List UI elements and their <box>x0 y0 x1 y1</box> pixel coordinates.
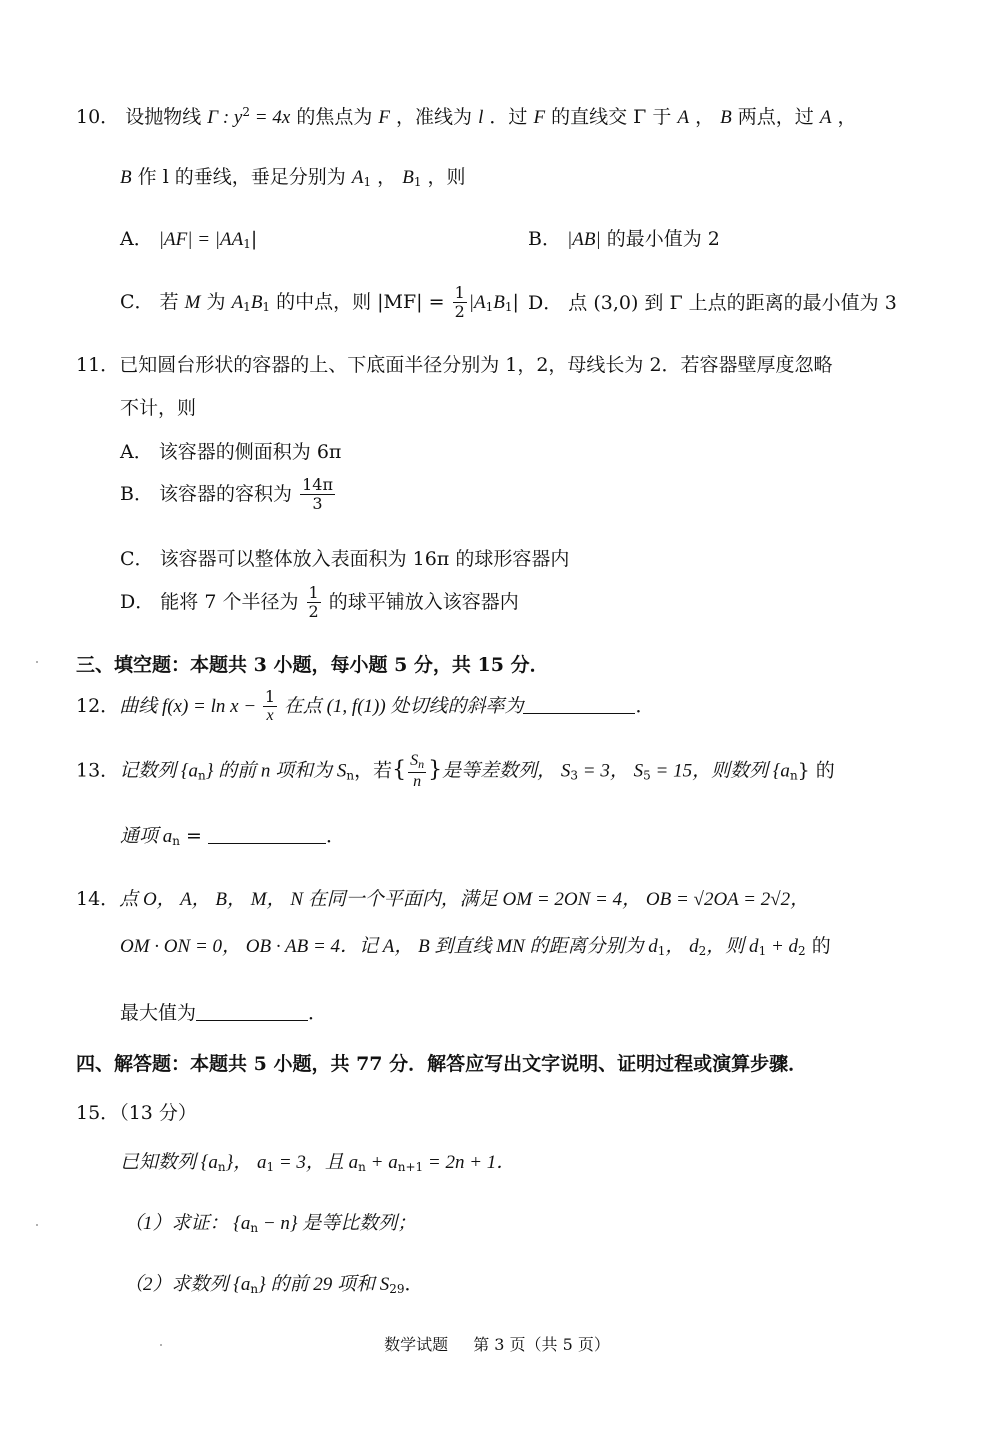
answer-blank <box>208 825 326 844</box>
q13-number: 13． <box>76 759 120 782</box>
q10-option-b: B． |AB| 的最小值为 2 <box>528 228 720 250</box>
fraction-1-over-x: $\frac{1}{x}$ <box>264 687 276 725</box>
q12-number: 12． <box>76 694 120 717</box>
scan-speck <box>160 1344 162 1346</box>
fraction-sn-over-n: $\frac{S_n}{n}$ <box>410 752 425 790</box>
q15-part1: （1）求证： $\{a_n - n\}$ 是等比数列； <box>124 1213 417 1235</box>
answer-blank <box>523 695 635 714</box>
section-4-heading: 四、解答题：本题共 5 小题，共 77 分．解答应写出文字说明、证明过程或演算步骤． <box>76 1053 808 1075</box>
answer-blank <box>196 1002 308 1021</box>
q15-score: （13 分） <box>119 1102 197 1124</box>
q15-stem: 已知数列 $\{a_n\}$， $a_1 = 3$，且 $a_n + a_{n+1} = 2n + 1$． <box>120 1152 516 1174</box>
q10-line2: B 作 l 的垂线，垂足分别为 $A_1$ ， $B_1$ ，则 <box>120 166 466 189</box>
q14-line2: OM · ON = 0， OB · AB = 4．记 A， B 到直线 MN 的距离分别为 $d_1$， $d_2$，则 $d_1 + d_2$ 的 <box>120 935 831 958</box>
q10-line1: 10． 设抛物线 Γ : $y^2 = 4x$ 的焦点为 F ，准线为 l ．过 F 的直线交 Γ 于 A ， B 两点，过 A ， <box>76 105 857 128</box>
q11-option-a: A． 该容器的侧面积为 6π <box>120 441 342 463</box>
scan-speck <box>36 1224 38 1226</box>
q15-number: 15． <box>76 1102 120 1124</box>
q11-line2: 不计，则 <box>120 397 197 419</box>
q11-option-c: C． 该容器可以整体放入表面积为 16π 的球形容器内 <box>120 548 570 570</box>
fraction-half: $\frac{1}{2}$ <box>454 283 465 322</box>
q15-header <box>76 1104 197 1123</box>
q15-part2: （2）求数列 $\{a_n\}$ 的前 29 项和 $S_{29}$． <box>124 1273 424 1296</box>
q11-number: 11． <box>76 354 120 376</box>
q10-number: 10． <box>76 106 120 128</box>
scan-speck <box>36 661 38 663</box>
footer-page-number: 第 3 页（共 5 页） <box>473 1335 610 1354</box>
q14-line3: 最大值为 ． <box>120 1002 328 1024</box>
q12: 12．曲线 f(x) = ln x − $\frac{1}{x}$ 在点 (1, f(1)) 处切线的斜率为 ． <box>76 687 655 725</box>
q14-number: 14． <box>76 888 120 910</box>
q10-option-a: A． $|AF| = |AA_1|$ <box>120 228 258 251</box>
page-footer <box>0 1332 994 1355</box>
fraction-14pi-3: $\frac{14\pi}{3}$ <box>302 475 333 514</box>
q11-option-b: B． 该容器的容积为 $\frac{14\pi}{3}$ <box>120 475 333 514</box>
q14-line1: 14．点 O， A， B， M， N 在同一个平面内，满足 OM = 2ON = 4， OB = √2OA = 2√2， <box>76 888 810 910</box>
q11-line1: 11．已知圆台形状的容器的上、下底面半径分别为 1，2，母线长为 2．若容器壁厚度忽略 <box>76 354 833 376</box>
q11-option-d: D． 能将 7 个半径为 $\frac{1}{2}$ 的球平铺放入该容器内 <box>120 583 519 622</box>
q10-option-c: C． 若 M 为 $A_1B_1$ 的中点，则 |MF| = $\frac{1}{2}$ $|A_1B_1|$ <box>120 283 519 322</box>
q10-option-d: D． 点 (3,0) 到 Γ 上点的距离的最小值为 3 <box>528 292 897 314</box>
fraction-half: $\frac{1}{2}$ <box>308 583 319 622</box>
q13-line2: 通项 $a_n$ = ． <box>120 825 346 848</box>
q13-line1: 13．记数列 $\{a_n\}$ 的前 n 项和为 $S_n$，若{ $\frac{S_n}{n}$ }是等差数列， $S_3 = 3$， $S_5 = 15$，则数列 $\{a_n\}$ 的 <box>76 752 835 790</box>
section-3-heading: 三、填空题：本题共 3 小题，每小题 5 分，共 15 分． <box>76 654 549 676</box>
footer-title: 数学试题 <box>384 1335 449 1354</box>
